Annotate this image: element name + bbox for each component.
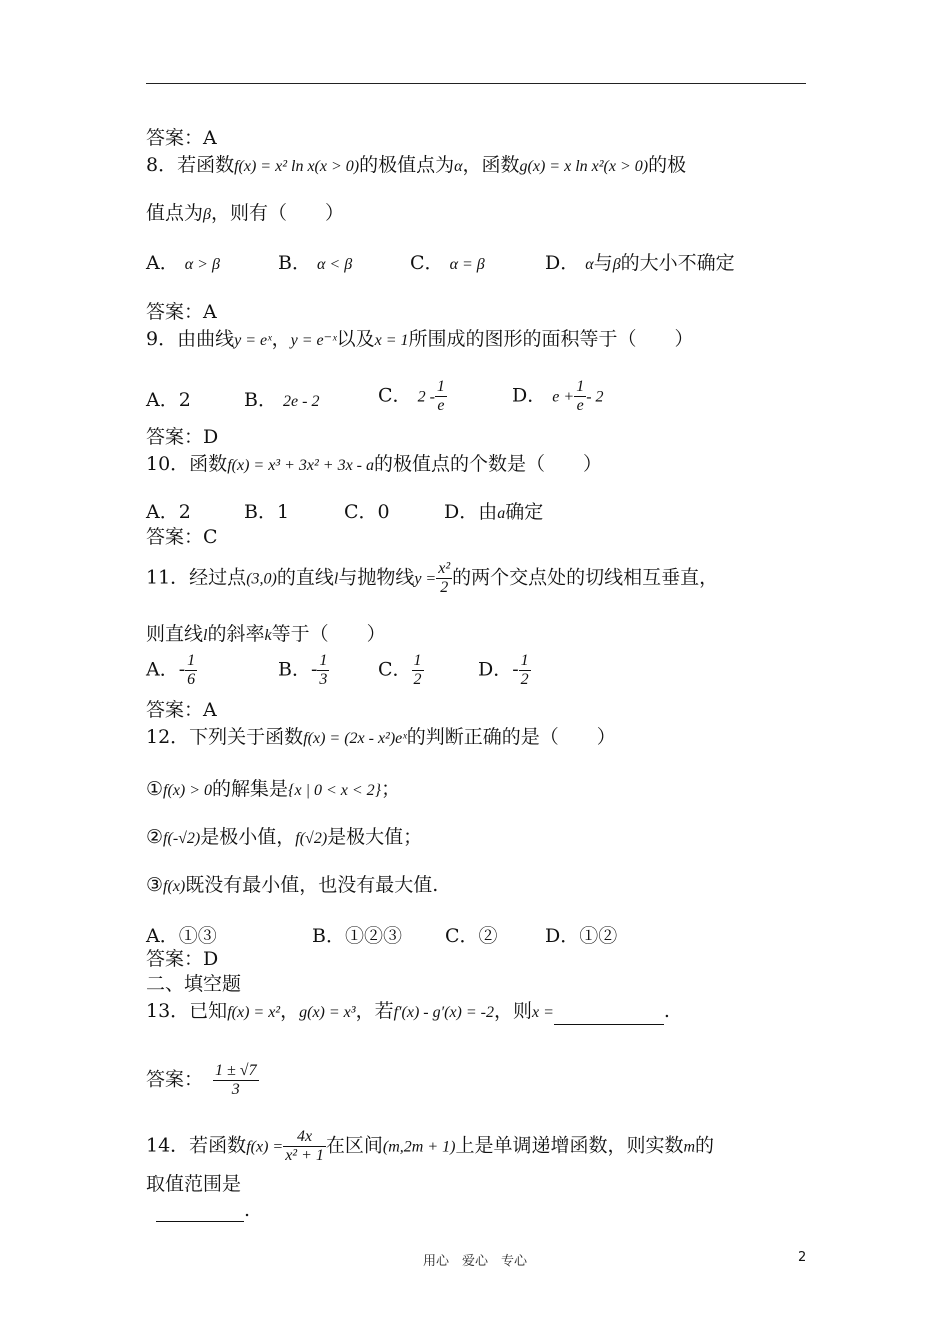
page-footer: 用心 爱心 专心 xyxy=(422,1254,527,1269)
q10-option-b: B．1 xyxy=(244,501,290,523)
q11-option-a: A．- $\frac{1}{6}$ xyxy=(146,652,196,688)
q10-answer: 答案：C xyxy=(146,526,218,548)
q14-line2: 取值范围是 xyxy=(146,1173,242,1195)
q12-option-a: A．①③ xyxy=(146,925,217,947)
q12-statement-3: ③f(x)既没有最小值，也没有最大值. xyxy=(146,874,439,896)
q11-option-d: D．- $\frac{1}{2}$ xyxy=(478,652,529,688)
q8-line1: 8．若函数f(x) = x² ln x(x > 0)的极值点为α，函数g(x) = x ln x²(x > 0)的极 xyxy=(146,154,687,176)
q12-option-b: B．①②③ xyxy=(312,925,402,947)
q10-option-d: D．由a确定 xyxy=(444,501,544,523)
q8-option-a: A． α > β xyxy=(146,252,220,274)
q9-option-b: B． 2e - 2 xyxy=(244,389,320,411)
q13-question: 13．已知f(x) = x²，g(x) = x³，若f′(x) - g′(x) = -2，则x = . xyxy=(146,999,670,1025)
q9-question: 9．由曲线y = eˣ，y = e⁻ˣ以及x = 1所围成的图形的面积等于（ ） xyxy=(146,328,694,350)
q9-option-a: A．2 xyxy=(146,389,191,411)
q12-answer: 答案：D xyxy=(146,948,219,970)
q8-g-expr: g(x) = x ln x²(x > 0) xyxy=(519,158,649,175)
q14-line1: 14．若函数f(x) = $\frac{4x}{\text{x² + 1}}$ 在区间(m,2m + 1)上是单调递增函数，则实数m的 xyxy=(146,1128,715,1164)
section-heading-fill-blank: 二、填空题 xyxy=(146,973,242,995)
q8-line2: 值点为β，则有（ ） xyxy=(146,202,344,224)
q8-answer: 答案：A xyxy=(146,301,217,323)
q10-option-a: A．2 xyxy=(146,501,191,523)
q13-answer-blank xyxy=(554,1006,664,1025)
q9-option-c: C． 2 - $\frac{1}{e}$ xyxy=(378,378,445,414)
q11-answer: 答案：A xyxy=(146,699,217,721)
header-rule xyxy=(146,83,806,84)
page-number: 2 xyxy=(798,1250,807,1265)
q11-line1: 11．经过点(3,0)的直线l与抛物线y = $\frac{\text{x²}}{2}$ 的两个交点处的切线相互垂直， xyxy=(146,560,719,596)
q9-answer: 答案：D xyxy=(146,426,219,448)
q10-question: 10．函数f(x) = x³ + 3x² + 3x - a的极值点的个数是（ ） xyxy=(146,453,603,475)
q11-option-c: C． $\frac{1}{2}$ xyxy=(378,652,422,688)
q14-answer-blank xyxy=(156,1203,244,1222)
q7-answer: 答案：A xyxy=(146,127,217,149)
q13-answer: 答案： $\frac{1 \pm √7}{3}$ xyxy=(146,1062,257,1098)
q11-line2: 则直线l的斜率k等于（ ） xyxy=(146,623,386,645)
q9-option-d: D． e + $\frac{1}{e}$ - 2 xyxy=(512,378,604,414)
q14-line3: . xyxy=(156,1198,250,1222)
q12-question: 12．下列关于函数f(x) = (2x - x²)eˣ的判断正确的是（ ） xyxy=(146,726,616,748)
q8-option-d: D． α与β的大小不确定 xyxy=(545,252,735,274)
q8-option-c: C． α = β xyxy=(410,252,485,274)
q12-statement-1: ①f(x) > 0的解集是{x | 0 < x < 2}； xyxy=(146,778,401,800)
q12-option-d: D．①② xyxy=(545,925,618,947)
q12-statement-2: ②f(-√2)是极小值，f(√2)是极大值； xyxy=(146,826,423,848)
q12-option-c: C．② xyxy=(445,925,498,947)
q11-option-b: B．- $\frac{1}{3}$ xyxy=(278,652,328,688)
q8-f-expr: f(x) = x² ln x(x > 0) xyxy=(234,158,360,175)
q10-option-c: C．0 xyxy=(344,501,390,523)
q8-option-b: B． α < β xyxy=(278,252,353,274)
